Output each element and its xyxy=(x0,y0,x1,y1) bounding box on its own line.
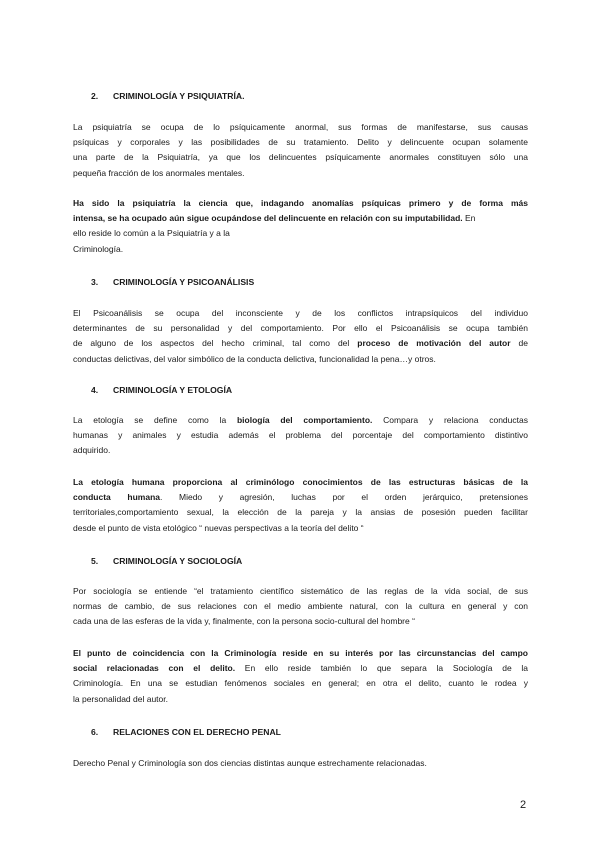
bold-text: biología del comportamiento. xyxy=(236,415,373,425)
text-line: adquirido. xyxy=(73,445,111,456)
text-line: la personalidad del autor. xyxy=(73,693,168,704)
text-line: Criminología. xyxy=(73,243,124,254)
section-heading-3 xyxy=(91,277,254,287)
section-number: 2. xyxy=(91,91,99,101)
text-span: de xyxy=(510,338,528,349)
text-line: Derecho Penal y Criminología son dos ciencias distintas aunque estrechamente relacionadas. xyxy=(73,758,427,768)
section-number: 6. xyxy=(91,727,99,737)
bold-text: conducta humana xyxy=(73,492,161,503)
text-span: En ello reside también lo que separa la Sociología de la xyxy=(235,663,528,674)
text-span: La etología se define como la xyxy=(73,415,237,425)
text-line xyxy=(73,211,528,226)
section-heading-6 xyxy=(91,727,281,737)
bold-text: La etología humana proporciona al criminólogo conocimientos de las estructuras básicas de la xyxy=(73,477,528,487)
text-line xyxy=(73,661,528,676)
section-heading-2 xyxy=(91,91,244,101)
paragraph-sociologia-2 xyxy=(73,646,528,707)
text-span: . Miedo y agresión, luchas por el orden jerárquico, pretensiones xyxy=(160,492,529,503)
text-line xyxy=(73,490,528,505)
section-title: CRIMINOLOGÍA Y ETOLOGÍA xyxy=(113,385,233,395)
text-line: conductas delictivas, del valor simbólico de la conducta delictiva, funcionalidad la pena…y otros. xyxy=(73,353,436,364)
text-span: Compara y relaciona conductas xyxy=(372,415,528,425)
section-heading-4 xyxy=(91,385,232,395)
section-title: CRIMINOLOGÍA Y SOCIOLOGÍA xyxy=(113,556,243,566)
text-line: territoriales,comportamiento sexual, la elección de la pareja y la ansias de posesión pueden facilitar xyxy=(73,507,528,518)
section-number: 4. xyxy=(91,385,99,395)
text-line: humanas y animales y estudia además el problema del porcentaje del comportamiento distintivo xyxy=(73,430,528,441)
text-line: pequeña fracción de los anormales mentales. xyxy=(73,167,245,178)
section-title: RELACIONES CON EL DERECHO PENAL xyxy=(113,727,281,737)
text-line xyxy=(73,336,528,351)
bold-text: El punto de coincidencia con la Criminología reside en su interés por las circunstancias del campo xyxy=(73,648,528,658)
text-line: una parte de la Psiquiatría, ya que los delincuentes psíquicamente anormales constituyen sólo una xyxy=(73,152,528,163)
paragraph-sociologia-1 xyxy=(73,584,528,630)
text-line: El Psicoanálisis se ocupa del inconsciente y de los conflictos intrapsíquicos del individuo xyxy=(73,308,528,318)
text-span: de alguno de los aspectos del hecho criminal, tal como del xyxy=(73,338,358,349)
bold-text: Ha sido la psiquiatría la ciencia que, indagando anomalías psíquicas primero y de forma más xyxy=(73,198,528,208)
paragraph-derecho-penal xyxy=(73,756,528,771)
paragraph-psiquiatria-2 xyxy=(73,196,528,257)
text-line xyxy=(73,196,528,211)
text-line xyxy=(73,413,528,428)
text-line: cada una de las esferas de la vida y, finalmente, con la persona socio-cultural del hombre “ xyxy=(73,616,415,627)
bold-text: proceso de motivación del autor xyxy=(357,338,511,349)
text-span: En xyxy=(462,213,476,224)
section-number: 3. xyxy=(91,277,99,287)
paragraph-psiquiatria-1 xyxy=(73,120,528,181)
page-number: 2 xyxy=(520,799,527,811)
bold-text: intensa, se ha ocupado aún sigue ocupándose del delincuente en relación con su imputabilidad. xyxy=(73,213,463,224)
section-heading-5 xyxy=(91,556,242,566)
text-line: La psiquiatría se ocupa de lo psíquicamente anormal, sus formas de manifestarse, sus causas xyxy=(73,122,528,132)
text-line: Por sociología se entiende “el tratamiento científico sistemático de las reglas de la vida social, de sus xyxy=(73,586,528,596)
text-line: normas de cambio, de sus relaciones con el medio ambiente natural, con la cultura en general y con xyxy=(73,601,528,612)
section-number: 5. xyxy=(91,556,99,566)
text-line: desde el punto de vista etológico “ nuevas perspectivas a la teoría del delito “ xyxy=(73,522,364,533)
paragraph-psicoanalisis xyxy=(73,306,528,367)
paragraph-etologia-2 xyxy=(73,475,528,536)
text-line: ello reside lo común a la Psiquiatría y a la xyxy=(73,228,230,239)
section-title: CRIMINOLOGÍA Y PSIQUIATRÍA. xyxy=(113,91,245,101)
bold-text: social relacionadas con el delito. xyxy=(73,663,236,674)
text-line: determinantes de su personalidad y del comportamiento. Por ello el Psicoanálisis se ocupa también xyxy=(73,323,528,334)
paragraph-etologia-1 xyxy=(73,413,528,459)
text-line xyxy=(73,646,528,661)
text-line xyxy=(73,475,528,490)
text-line: psíquicas y corporales y las posibilidades de su tratamiento. Delito y delincuente ocupan solamente xyxy=(73,137,528,148)
text-line: Criminología. En una se estudian fenómenos sociales en general; en otra el delito, cuanto le rodea y xyxy=(73,678,528,689)
section-title: CRIMINOLOGÍA Y PSICOANÁLISIS xyxy=(113,277,255,287)
